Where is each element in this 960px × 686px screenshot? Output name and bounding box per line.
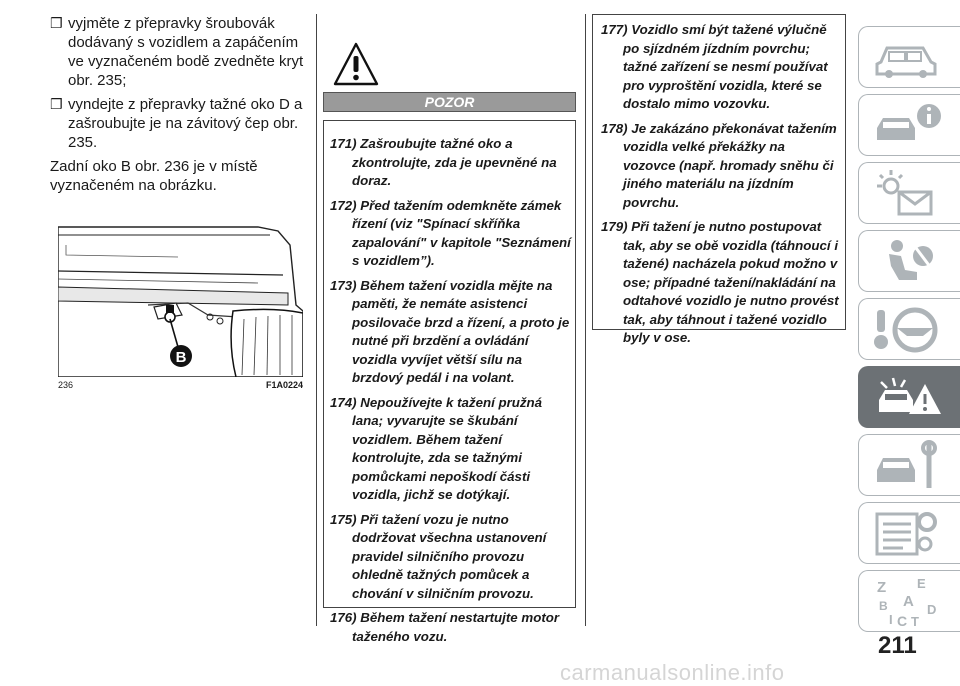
steering-key-icon (873, 304, 943, 356)
instruction-bullet-1 (50, 14, 312, 90)
spec-list-gear-icon (873, 508, 943, 560)
bullet-text: vyndejte z přepravky tažné oko D a zašroubujte je na závitový čep obr. 235. (68, 96, 303, 151)
chapter-tab-getting-to-know[interactable] (858, 26, 960, 88)
svg-text:C: C (897, 613, 908, 628)
column-divider (316, 14, 317, 626)
rear-eye-paragraph: Zadní oko B obr. 236 je v místě vyznačeném na obrázku. (50, 158, 258, 194)
dashboard-lights-icon (873, 168, 943, 220)
rear-bumper-illustration (58, 215, 303, 377)
car-info-icon (873, 100, 943, 152)
svg-text:B: B (879, 599, 888, 613)
car-icon (873, 32, 943, 84)
warning-box (323, 120, 576, 644)
airbag-seat-icon (873, 236, 943, 288)
chapter-tab-dashboard-info[interactable] (858, 94, 960, 156)
figure-rear-tow-eye (58, 215, 303, 377)
chapter-tab-index[interactable] (858, 570, 960, 632)
bullet-text: vyjměte z přepravky šroubovák dodávaný s vozidlem a zapáčením ve vyznačeném bodě zvedněte kryt obr. 235; (68, 15, 304, 89)
car-crash-warning-icon (873, 372, 943, 424)
warning-heading: POZOR (323, 92, 576, 112)
callout-label-b: B (175, 349, 187, 366)
chapter-tab-specifications[interactable] (858, 502, 960, 564)
svg-text:A: A (903, 593, 914, 610)
warning-item: 178) Je zakázáno překonávat tažením vozidla velké překážky na vozovce (např. hromady sněhu či jiného materiálu na jízdním povrchu. (601, 120, 837, 210)
svg-text:D: D (927, 602, 937, 617)
warning-item: 172) Před tažením odemkněte zámek řízení (viz "Spínací skříňka zapalování" v kapitole "Seznámení s vozidlem”). (330, 197, 571, 268)
checkbox-bullet-icon: ❒ (50, 15, 63, 31)
svg-text:Z: Z (877, 579, 887, 596)
figure-number: 236 (58, 380, 74, 390)
page-number: 211 (878, 632, 917, 659)
footer-watermark-url: carmanualsonline.info (560, 660, 785, 685)
instruction-bullet-2 (50, 95, 312, 152)
warning-item: 179) Při tažení je nutno postupovat tak, aby se obě vozidla (táhnoucí i tažené) nacházela pokud možno v ose; případné tažení/nakládání na odtahové vozidlo je nutno provést tak, aby táhnout i tažené vozidlo byly v ose. (601, 219, 839, 345)
chapter-tab-safety[interactable] (858, 230, 960, 292)
warning-item: 175) Při tažení vozu je nutno dodržovat všechna ustanovení pravidel silničního provozu ohledně tažných pomůcek a chování v silničním provozu. (330, 511, 547, 601)
column-divider (585, 14, 586, 626)
chapter-tab-warning-lights[interactable] (858, 162, 960, 224)
warning-triangle-icon (333, 42, 379, 86)
warning-item: 173) Během tažení vozidla mějte na paměti, že nemáte asistenci posilovače brzd a řízení, a proto je nutné při brzdění a ovládání vozidla vyvíjet větší sílu na brzdový pedál i na volant. (330, 277, 570, 385)
warning-box-continued (592, 14, 846, 345)
warning-item: 177) Vozidlo smí být tažené výlučně po sjízdném jízdním povrchu; tažné zařízení se nesmí používat pro vyproštění vozidla, které se dostalo mimo vozovku. (601, 22, 828, 111)
alphabet-index-icon (873, 576, 943, 628)
chapter-tab-maintenance[interactable] (858, 434, 960, 496)
column-left (50, 14, 312, 195)
warning-item: 174) Nepoužívejte k tažení pružná lana; vyvarujte se škubání vozidlem. Během tažení kontrolujte, zda se tažnými pomůckami nepoškodí části vozidla, jichž se dotýkají. (330, 394, 543, 502)
checkbox-bullet-icon: ❒ (50, 96, 63, 112)
svg-text:T: T (911, 614, 919, 628)
car-wrench-icon (873, 440, 943, 492)
warning-item: 176) Během tažení nestartujte motor taženého vozu. (330, 610, 560, 644)
svg-text:I: I (889, 612, 893, 627)
warning-item: 171) Zašroubujte tažné oko a zkontrolujte, zda je upevněné na doraz. (330, 136, 557, 188)
chapter-tab-starting-driving[interactable] (858, 298, 960, 360)
chapter-tab-emergency[interactable] (858, 366, 960, 428)
figure-code: F1A0224 (265, 380, 303, 390)
svg-text:E: E (917, 576, 926, 591)
